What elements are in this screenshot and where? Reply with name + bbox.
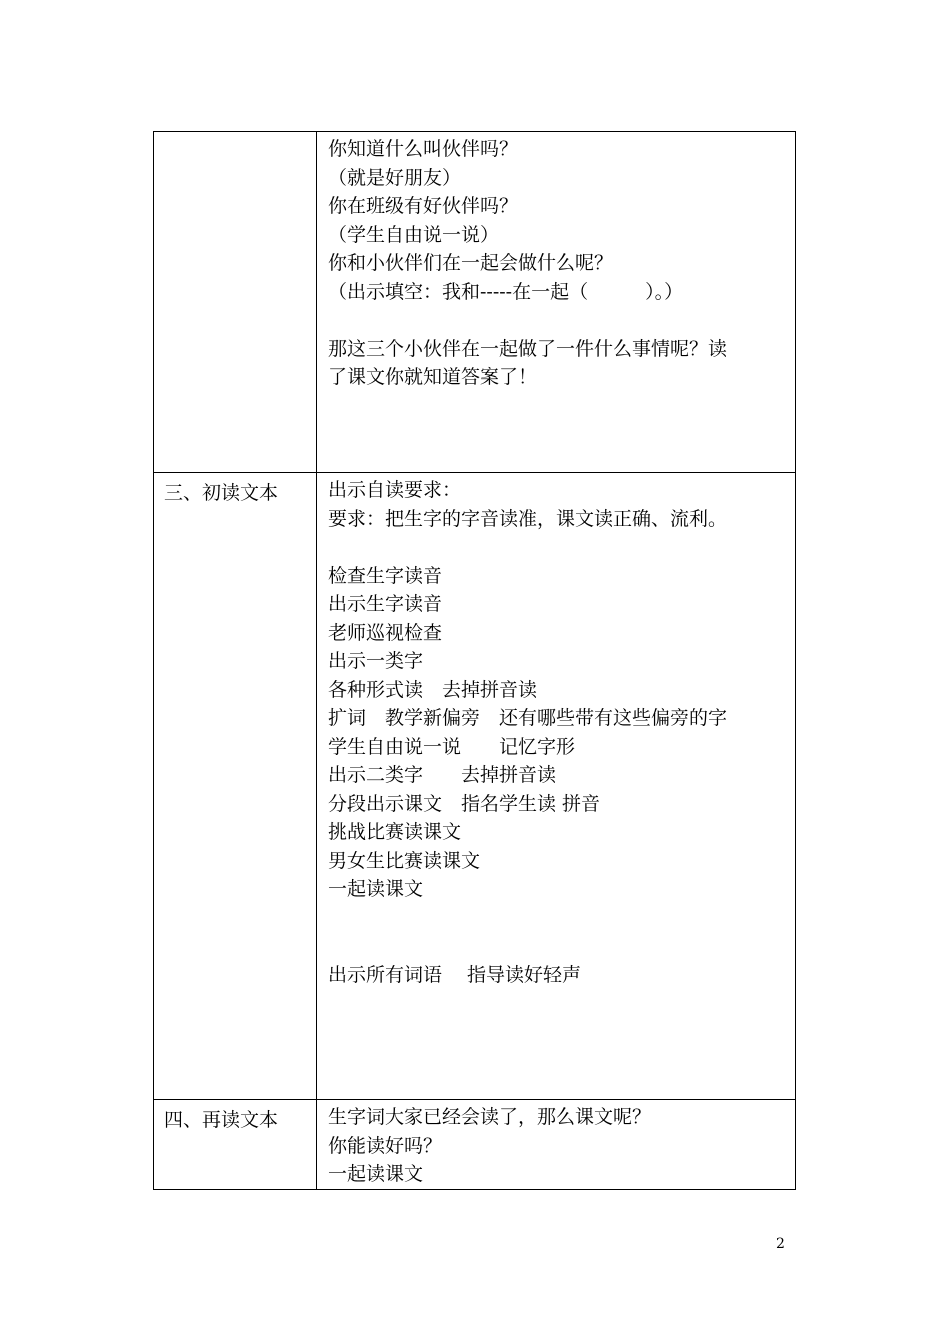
content-line: 你在班级有好伙伴吗？ <box>328 195 519 217</box>
content-line: 挑战比赛读课文 <box>328 821 462 843</box>
content-line: 老师巡视检查 <box>328 621 443 644</box>
content-line: 男女生比赛读课文 <box>328 849 481 872</box>
content-line: 出示生字读音 <box>328 593 443 615</box>
content-line: 各种形式读 去掉拼音读 <box>328 678 538 701</box>
content-line: 你能读好吗？ <box>328 1134 443 1157</box>
content-line: 你知道什么叫伙伴吗？ <box>328 138 519 160</box>
content-line: 那这三个小伙伴在一起做了一件什么事情呢？读 <box>328 337 728 360</box>
content-line: 出示自读要求： <box>328 479 462 501</box>
content-lines <box>317 473 795 989</box>
content-line: 一起读课文 <box>328 878 424 900</box>
table-row <box>154 1100 796 1190</box>
content-line: 出示一类字 <box>328 650 424 672</box>
stage-label <box>154 132 316 138</box>
content-line <box>328 306 795 335</box>
content-line: 出示所有词语 指导读好轻声 <box>328 963 582 986</box>
stage-cell <box>154 1100 317 1190</box>
table-row <box>154 132 796 473</box>
content-line: （就是好朋友） <box>328 166 462 189</box>
content-line: （出示填空：我和-----在一起（ ）。） <box>328 280 684 303</box>
content-line: 了课文你就知道答案了！ <box>328 366 538 388</box>
content-line <box>328 533 795 562</box>
content-line: 生字词大家已经会读了，那么课文呢？ <box>328 1106 652 1128</box>
content-line: 分段出示课文 指名学生读 拼音 <box>328 792 601 815</box>
content-line: 检查生字读音 <box>328 564 443 587</box>
page-number: 2 <box>776 1236 785 1252</box>
content-cell <box>317 1100 796 1190</box>
content-line <box>328 932 795 961</box>
content-line <box>328 904 795 933</box>
stage-cell <box>154 473 317 1100</box>
content-line: （学生自由说一说） <box>328 223 500 246</box>
stage-cell <box>154 132 317 473</box>
stage-label: 四、再读文本 <box>164 1109 279 1131</box>
content-lines <box>317 132 795 392</box>
content-cell <box>317 473 796 1100</box>
content-line: 你和小伙伴们在一起会做什么呢？ <box>328 252 614 274</box>
content-line: 扩词 教学新偏旁 还有哪些带有这些偏旁的字 <box>328 707 728 729</box>
table-row <box>154 473 796 1100</box>
lesson-plan-table <box>153 131 796 1190</box>
content-line: 要求：把生字的字音读准，课文读正确、流利。 <box>328 507 728 530</box>
content-line: 出示二类字 去掉拼音读 <box>328 764 557 786</box>
stage-label: 三、初读文本 <box>164 482 279 504</box>
content-cell <box>317 132 796 473</box>
content-line: 学生自由说一说 记忆字形 <box>328 735 576 758</box>
content-line: 一起读课文 <box>328 1163 424 1185</box>
content-lines <box>317 1100 795 1189</box>
